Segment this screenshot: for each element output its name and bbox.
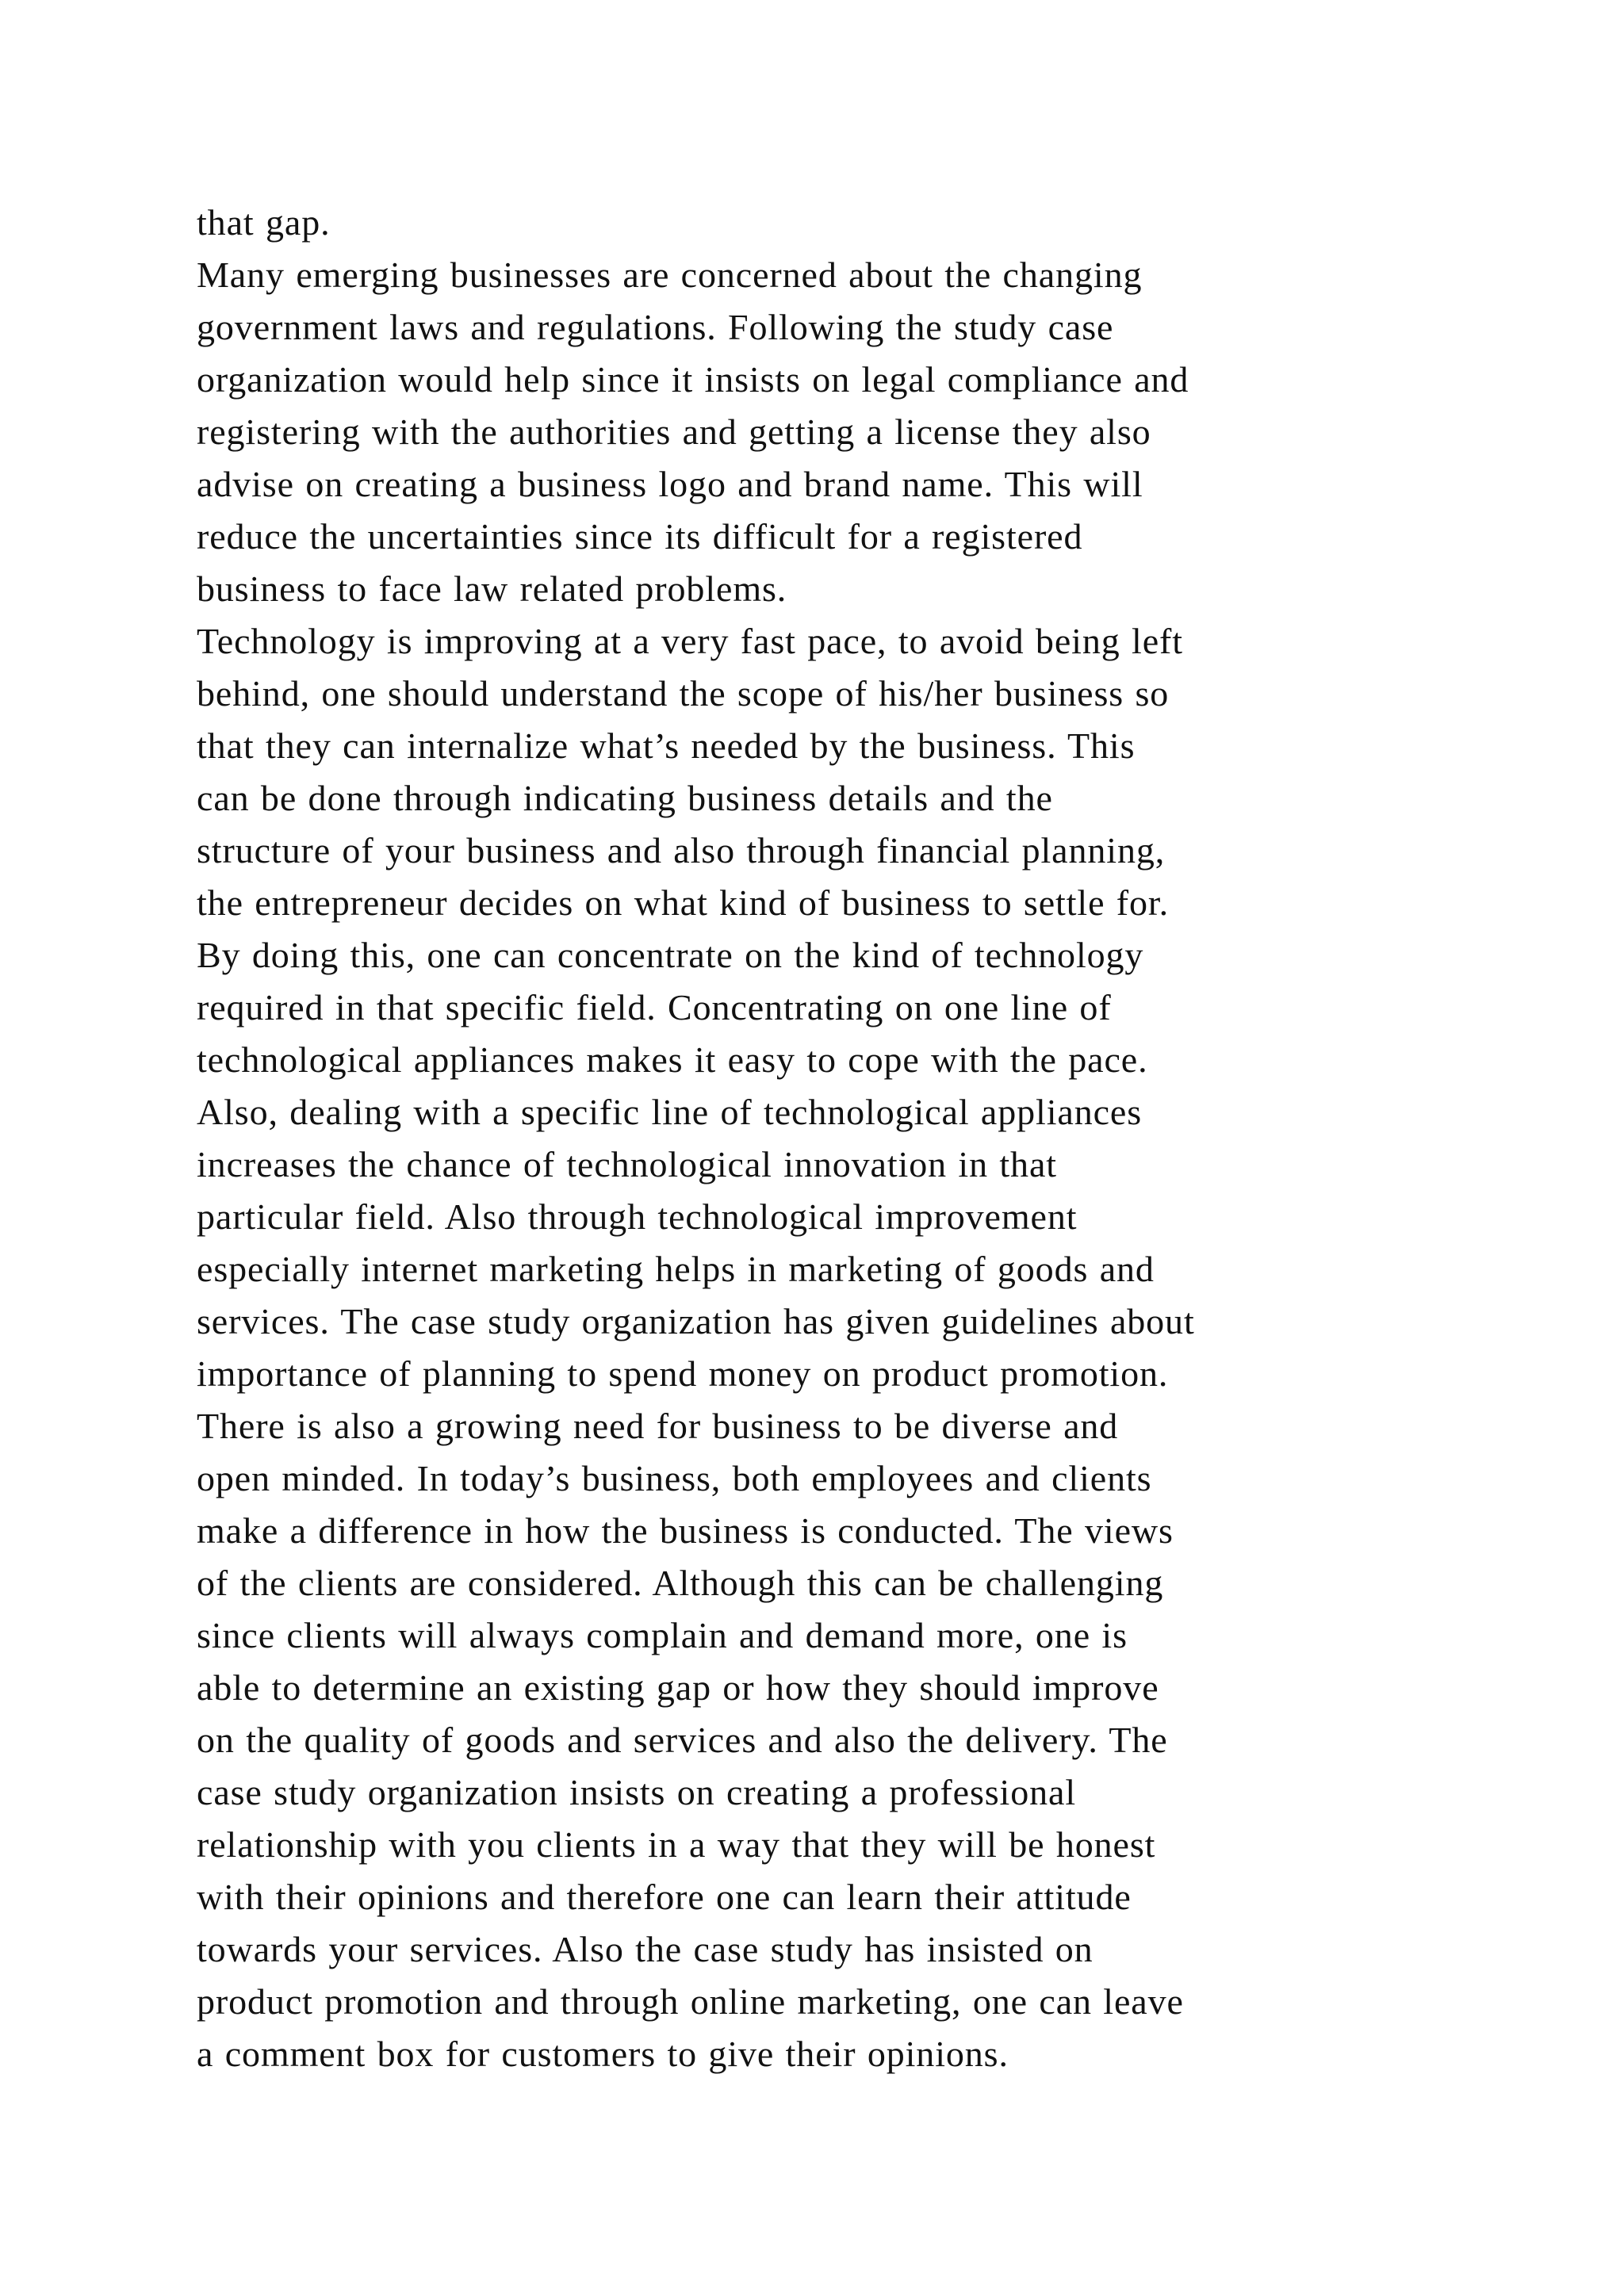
text-line: a comment box for customers to give their opinions.: [197, 2034, 1009, 2074]
text-line: increases the chance of technological innovation in that: [197, 1144, 1057, 1184]
text-line: since clients will always complain and demand more, one is: [197, 1615, 1128, 1655]
body-text: [197, 197, 1465, 2080]
text-line: Technology is improving at a very fast pace, to avoid being left: [197, 621, 1183, 661]
text-line: There is also a growing need for business to be diverse and: [197, 1406, 1119, 1446]
text-line: technological appliances makes it easy to cope with the pace.: [197, 1039, 1148, 1080]
text-line: By doing this, one can concentrate on the kind of technology: [197, 935, 1144, 975]
text-line: able to determine an existing gap or how they should improve: [197, 1667, 1159, 1708]
text-line: especially internet marketing helps in marketing of goods and: [197, 1249, 1155, 1289]
text-line: that they can internalize what’s needed by the business. This: [197, 725, 1136, 766]
text-line: can be done through indicating business details and the: [197, 778, 1053, 818]
text-line: registering with the authorities and getting a license they also: [197, 411, 1151, 452]
text-line: importance of planning to spend money on product promotion.: [197, 1353, 1169, 1394]
text-line: advise on creating a business logo and brand name. This will: [197, 464, 1143, 504]
text-line: of the clients are considered. Although this can be challenging: [197, 1563, 1164, 1603]
text-line: Also, dealing with a specific line of technological appliances: [197, 1092, 1143, 1132]
text-line: relationship with you clients in a way that they will be honest: [197, 1824, 1156, 1865]
text-line: make a difference in how the business is conducted. The views: [197, 1510, 1174, 1551]
text-line: services. The case study organization has given guidelines about: [197, 1301, 1195, 1341]
text-line: structure of your business and also through financial planning,: [197, 830, 1166, 871]
text-line: towards your services. Also the case study has insisted on: [197, 1929, 1094, 1969]
text-line: with their opinions and therefore one can learn their attitude: [197, 1877, 1132, 1917]
text-line: the entrepreneur decides on what kind of business to settle for.: [197, 882, 1170, 923]
text-line: product promotion and through online marketing, one can leave: [197, 1981, 1184, 2022]
text-line: reduce the uncertainties since its difficult for a registered: [197, 516, 1083, 557]
text-line: case study organization insists on creating a professional: [197, 1772, 1077, 1812]
text-line: required in that specific field. Concentrating on one line of: [197, 987, 1112, 1027]
text-line: open minded. In today’s business, both employees and clients: [197, 1458, 1152, 1498]
text-line: on the quality of goods and services and also the delivery. The: [197, 1720, 1168, 1760]
text-line: particular field. Also through technological improvement: [197, 1196, 1078, 1237]
text-line: government laws and regulations. Following the study case: [197, 307, 1114, 347]
text-line: business to face law related problems.: [197, 568, 787, 609]
text-line: Many emerging businesses are concerned about the changing: [197, 254, 1143, 295]
text-line: behind, one should understand the scope of his/her business so: [197, 673, 1170, 714]
text-line: organization would help since it insists on legal compliance and: [197, 359, 1189, 400]
text-line: that gap.: [197, 202, 331, 243]
